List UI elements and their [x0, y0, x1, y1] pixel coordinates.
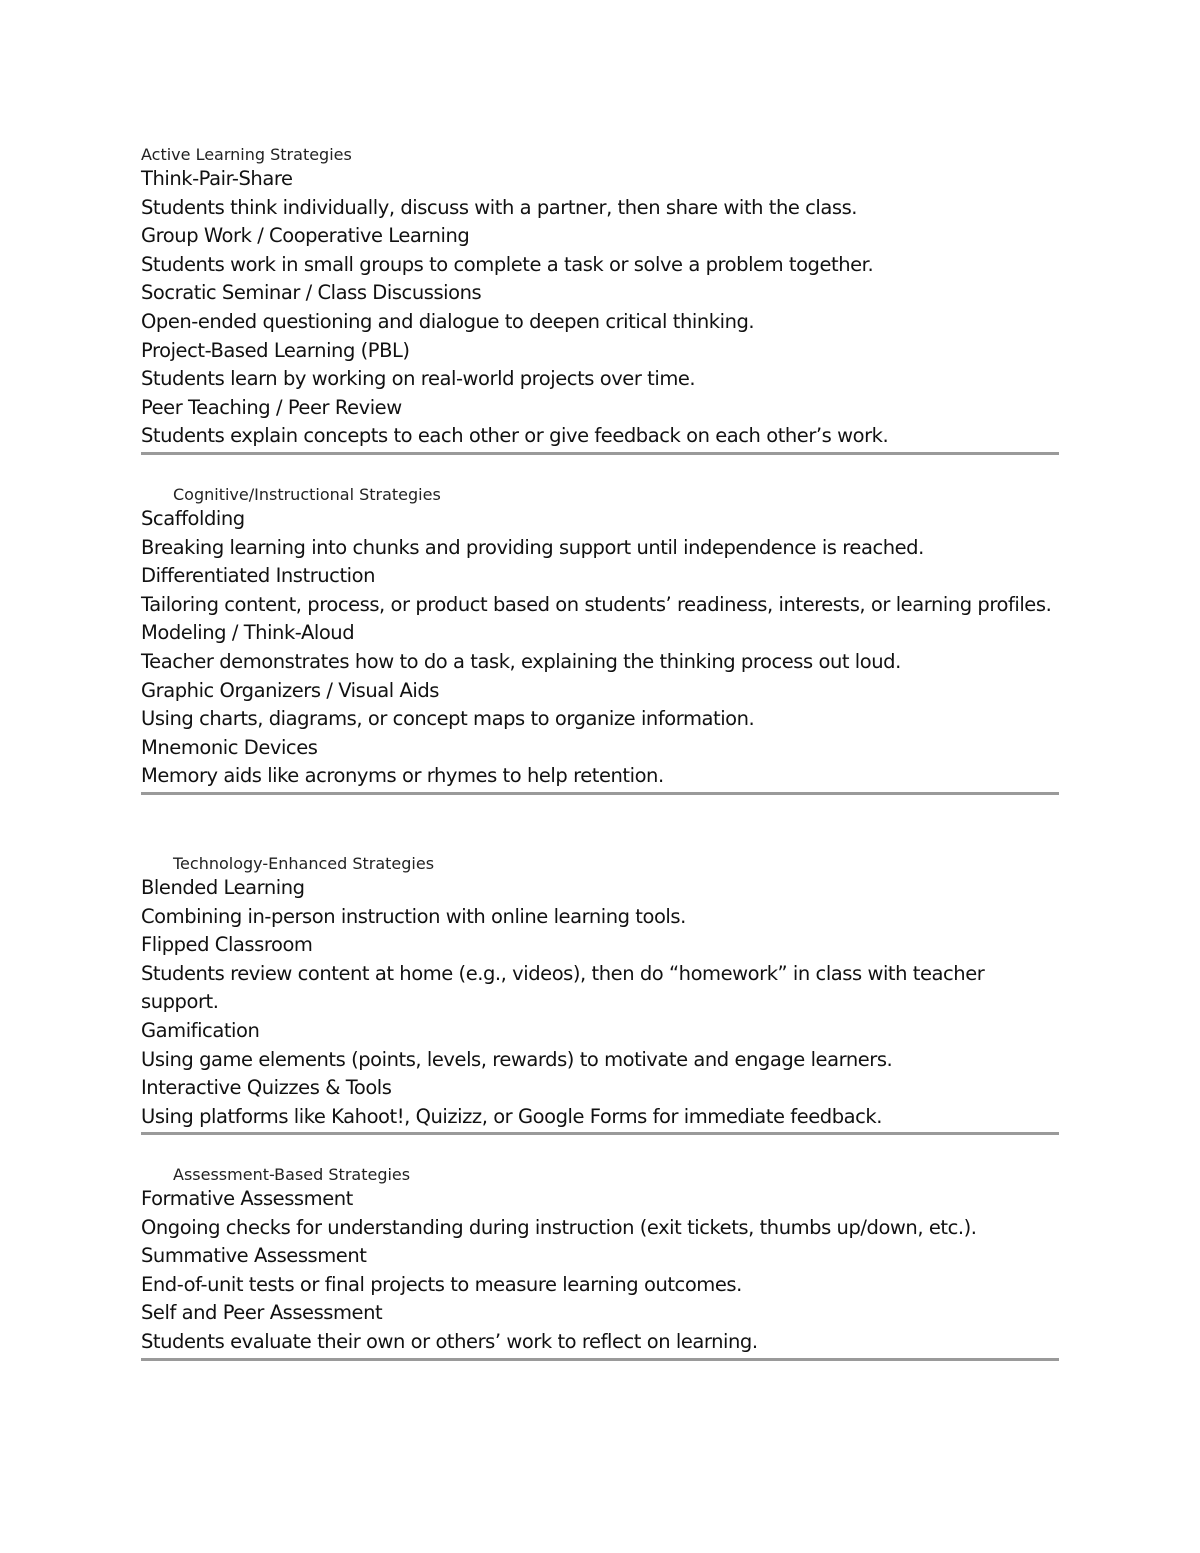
- strategy-title: Project-Based Learning (PBL): [141, 338, 410, 362]
- strategy-title: Differentiated Instruction: [141, 564, 376, 588]
- section-heading: Assessment-Based Strategies: [173, 1165, 411, 1184]
- strategy-description: Using platforms like Kahoot!, Quizizz, or Google Forms for immediate feedback.: [141, 1104, 883, 1128]
- section-divider: [141, 792, 1059, 795]
- strategy-title: Socratic Seminar / Class Discussions: [141, 281, 482, 305]
- strategy-description: Breaking learning into chunks and providing support until independence is reached.: [141, 535, 924, 559]
- section-assessment-based: [141, 1165, 1059, 1361]
- strategy-title: Interactive Quizzes & Tools: [141, 1076, 392, 1100]
- section-active-learning: [141, 145, 1059, 455]
- section-heading: Active Learning Strategies: [141, 145, 352, 164]
- strategy-title: Summative Assessment: [141, 1244, 367, 1268]
- strategy-description: Students work in small groups to complete a task or solve a problem together.: [141, 252, 874, 276]
- strategy-description: Students learn by working on real-world projects over time.: [141, 367, 696, 391]
- section-divider: [141, 1358, 1059, 1361]
- strategy-description: Open-ended questioning and dialogue to deepen critical thinking.: [141, 309, 755, 333]
- strategy-title: Think-Pair-Share: [141, 167, 293, 190]
- strategy-title: Scaffolding: [141, 507, 245, 530]
- strategy-title: Self and Peer Assessment: [141, 1301, 383, 1325]
- strategy-list: [141, 874, 1059, 1131]
- strategy-title: Modeling / Think-Aloud: [141, 621, 355, 645]
- section-cognitive-instructional: [141, 485, 1059, 795]
- strategy-title: Gamification: [141, 1018, 260, 1042]
- strategy-title: Graphic Organizers / Visual Aids: [141, 678, 439, 702]
- strategy-title: Flipped Classroom: [141, 933, 313, 957]
- strategy-description: Tailoring content, process, or product based on students’ readiness, interests, or learning profiles.: [141, 592, 1052, 616]
- section-divider: [141, 1132, 1059, 1135]
- strategy-description: Students explain concepts to each other or give feedback on each other’s work.: [141, 424, 889, 448]
- strategy-list: [141, 505, 1059, 791]
- strategy-description: Memory aids like acronyms or rhymes to help retention.: [141, 764, 664, 788]
- strategy-list: [141, 165, 1059, 451]
- strategy-description: Students review content at home (e.g., videos), then do “homework” in class with teacher support.: [141, 961, 985, 1014]
- section-heading: Cognitive/Instructional Strategies: [173, 485, 441, 504]
- strategy-title: Blended Learning: [141, 876, 305, 899]
- strategy-list: [141, 1185, 1059, 1357]
- strategy-description: Combining in-person instruction with online learning tools.: [141, 904, 686, 928]
- strategy-description: End-of-unit tests or final projects to measure learning outcomes.: [141, 1272, 742, 1296]
- section-divider: [141, 452, 1059, 455]
- strategy-title: Peer Teaching / Peer Review: [141, 395, 402, 419]
- section-technology-enhanced: [141, 854, 1059, 1135]
- strategy-description: Using charts, diagrams, or concept maps to organize information.: [141, 707, 755, 731]
- strategy-title: Group Work / Cooperative Learning: [141, 224, 470, 248]
- strategy-description: Using game elements (points, levels, rewards) to motivate and engage learners.: [141, 1047, 893, 1071]
- strategy-description: Ongoing checks for understanding during instruction (exit tickets, thumbs up/down, etc.).: [141, 1215, 977, 1239]
- strategy-description: Students evaluate their own or others’ work to reflect on learning.: [141, 1329, 758, 1353]
- strategy-description: Teacher demonstrates how to do a task, explaining the thinking process out loud.: [141, 649, 901, 673]
- strategy-description: Students think individually, discuss with a partner, then share with the class.: [141, 195, 858, 219]
- strategy-title: Mnemonic Devices: [141, 735, 318, 759]
- section-heading: Technology-Enhanced Strategies: [173, 854, 435, 873]
- strategy-title: Formative Assessment: [141, 1187, 353, 1210]
